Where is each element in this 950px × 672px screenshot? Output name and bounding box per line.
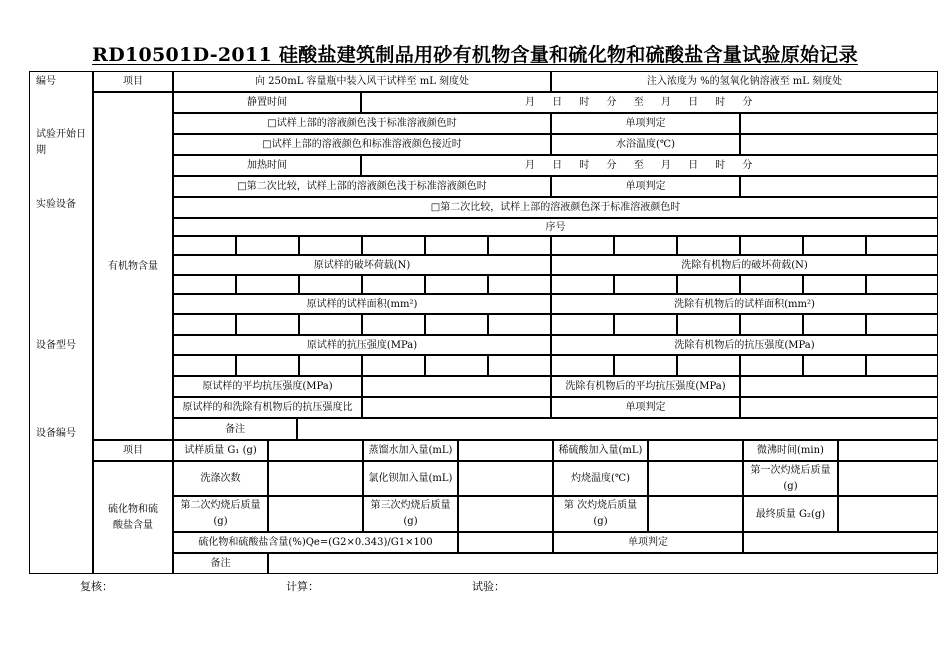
bacl2-value [458,461,553,496]
data-cell [866,275,938,294]
orig-avg-strength-value [362,376,551,397]
third-burn-mass-label: 第三次灼烧后质量(g) [363,496,458,532]
data-cell [551,275,614,294]
data-cell [236,236,299,255]
data-cell [740,275,803,294]
burn-temp-label: 灼烧温度(℃) [553,461,648,496]
data-cell [740,314,803,335]
data-cell [551,355,614,376]
first-burn-mass-label: 第一次灼烧后质量(g) [743,461,838,496]
footer-test: 试验： [472,580,505,593]
data-cell [425,314,488,335]
second-burn-mass-label: 第二次灼烧后质量(g) [173,496,268,532]
data-cell [425,236,488,255]
organic-remark-label: 备注 [173,418,297,440]
bacl2-label: 氯化钡加入量(mL) [363,461,458,496]
data-cell [677,314,740,335]
data-cell [173,236,236,255]
orig-strength-label: 原试样的抗压强度(MPa) [173,335,551,355]
data-cell [236,314,299,335]
content-formula: 硫化物和硫酸盐含量(%)Qe=(G2×0.343)/G1×100 [173,532,458,553]
data-cell [614,275,677,294]
data-cell [362,236,425,255]
heat-time-label: 加热时间 [173,155,361,176]
data-cell [551,314,614,335]
sulfide-single-judge-label: 单项判定 [553,532,743,553]
bath-temp-value [740,134,938,155]
data-cell [866,314,938,335]
data-cell [866,236,938,255]
data-cell [551,236,614,255]
sulfide-remark-value [268,553,938,574]
side-label-start-date: 试验开始日期 [36,129,86,156]
first-burn-mass-value [838,461,938,496]
data-cell [866,355,938,376]
heat-time-range: 月 日 时 分 至 月 日 时 分 [361,155,938,176]
data-cell [803,275,866,294]
orig-avg-strength-label: 原试样的平均抗压强度(MPa) [173,376,362,397]
data-cell [488,355,551,376]
single-judge-label: 单项判定 [551,113,740,134]
side-label-number: 编号 [36,76,56,87]
orig-load-label: 原试样的破坏荷载(N) [173,255,551,275]
footer-review: 复核： [80,580,113,593]
final-mass-label: 最终质量 G₂(g) [743,496,838,532]
third-burn-mass-value [458,496,553,532]
data-cell [488,236,551,255]
second-compare-lighter: □第二次比较，试样上部的溶液颜色浅于标准溶液颜色时 [173,176,551,197]
data-cell [803,314,866,335]
step-add-naoh: 注入浓度为 %的氢氧化钠溶液至 mL 刻度处 [551,71,938,92]
standing-time-label: 静置时间 [173,92,361,113]
wash-avg-strength-value [740,376,938,397]
seq-header: 序号 [173,218,938,236]
data-cell [236,355,299,376]
data-cell [425,275,488,294]
item-header: 项目 [93,71,173,92]
sample-mass-label: 试样质量 G₁ (g) [173,440,268,461]
standing-time-range: 月 日 时 分 至 月 日 时 分 [361,92,938,113]
organic-remark-value [297,418,938,440]
organic-section-label: 有机物含量 [93,92,173,440]
wash-times-label: 洗涤次数 [173,461,268,496]
sulfide-remark-label: 备注 [173,553,268,574]
strength-ratio-value [362,397,551,418]
burn-temp-value [648,461,743,496]
data-cell [299,314,362,335]
data-cell [740,355,803,376]
wash-strength-label: 洗除有机物后的抗压强度(MPa) [551,335,938,355]
data-cell [677,236,740,255]
nth-burn-mass-value [648,496,743,532]
sulfide-single-judge-value [743,532,938,553]
data-cell [173,314,236,335]
side-label-equipment-model: 设备型号 [36,340,76,351]
step-fill-sample: 向 250mL 容量瓶中装入风干试样至 mL 刻度处 [173,71,551,92]
data-cell [803,236,866,255]
side-label-equipment-number: 设备编号 [36,428,76,439]
data-cell [425,355,488,376]
data-cell [614,236,677,255]
final-mass-value [838,496,938,532]
footer-calc: 计算： [286,580,319,593]
data-cell [803,355,866,376]
data-cell [677,355,740,376]
wash-times-value [268,461,363,496]
bath-temp-label: 水浴温度(℃) [551,134,740,155]
side-label-equipment: 实验设备 [36,199,76,210]
document-title: RD10501D-2011 硅酸盐建筑制品用砂有机物含量和硫化物和硫酸盐含量试验原始记录 [92,44,858,66]
sample-mass-value [268,440,363,461]
wash-avg-strength-label: 洗除有机物后的平均抗压强度(MPa) [551,376,740,397]
data-cell [488,275,551,294]
dilute-acid-label: 稀硫酸加入量(mL) [553,440,648,461]
second-compare-darker: □第二次比较，试样上部的溶液颜色深于标准溶液颜色时 [173,197,938,218]
data-cell [173,275,236,294]
distilled-water-value [458,440,553,461]
single-judge-value-3 [740,397,938,418]
content-value [458,532,553,553]
data-cell [362,275,425,294]
data-cell [362,355,425,376]
compare-close: □试样上部的溶液颜色和标准溶液颜色接近时 [173,134,551,155]
strength-ratio-label: 原试样的和洗除有机物后的抗压强度比 [173,397,362,418]
single-judge-label-2: 单项判定 [551,176,740,197]
data-cell [236,275,299,294]
wash-area-label: 洗除有机物后的试样面积(mm²) [551,294,938,314]
orig-area-label: 原试样的试样面积(mm²) [173,294,551,314]
data-cell [488,314,551,335]
sulfide-item-header: 项目 [93,440,173,461]
boil-time-value [838,440,938,461]
distilled-water-label: 蒸馏水加入量(mL) [363,440,458,461]
data-cell [614,355,677,376]
single-judge-value [740,113,938,134]
second-burn-mass-value [268,496,363,532]
data-cell [299,275,362,294]
sulfide-section-label: 硫化物和硫酸盐含量 [93,461,173,574]
data-cell [362,314,425,335]
single-judge-label-3: 单项判定 [551,397,740,418]
data-cell [740,236,803,255]
data-cell [677,275,740,294]
boil-time-label: 微沸时间(min) [743,440,838,461]
data-cell [299,355,362,376]
compare-lighter: □试样上部的溶液颜色浅于标准溶液颜色时 [173,113,551,134]
wash-load-label: 洗除有机物后的破坏荷载(N) [551,255,938,275]
data-cell [173,355,236,376]
data-cell [614,314,677,335]
data-cell [299,236,362,255]
nth-burn-mass-label: 第 次灼烧后质量(g) [553,496,648,532]
dilute-acid-value [648,440,743,461]
single-judge-value-2 [740,176,938,197]
